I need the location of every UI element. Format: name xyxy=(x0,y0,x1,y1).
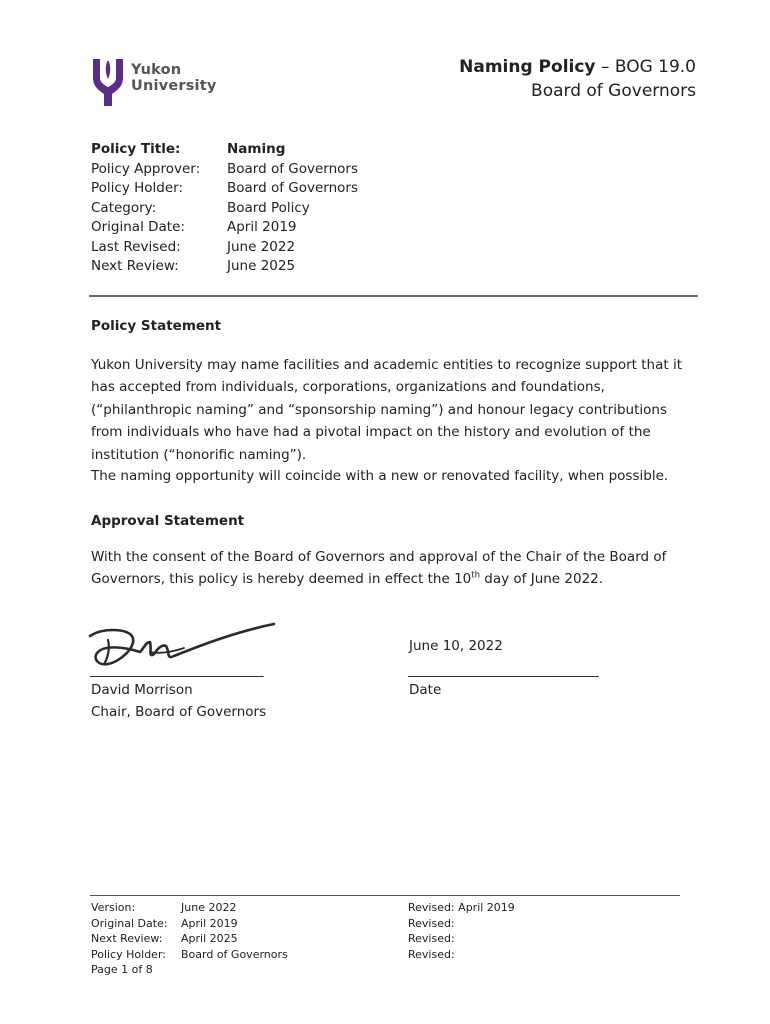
meta-label: Last Revised: xyxy=(91,238,181,255)
approval-statement-heading: Approval Statement xyxy=(91,513,245,529)
meta-value: June 2025 xyxy=(227,258,296,274)
yukon-university-logo xyxy=(90,56,230,108)
footer-label: Next Review: xyxy=(91,932,163,945)
meta-row-holder xyxy=(91,179,358,199)
footer-revised: Revised: xyxy=(408,932,455,945)
header-subtitle: Board of Governors xyxy=(531,81,696,101)
header-policy-line xyxy=(459,55,696,79)
meta-value: Naming xyxy=(227,141,286,157)
logo-wordmark xyxy=(131,62,217,94)
meta-value: Board of Governors xyxy=(227,180,358,196)
signatory-name: David Morrison xyxy=(91,682,193,698)
policy-statement-heading: Policy Statement xyxy=(91,318,222,334)
footer-revised: Revised: April 2019 xyxy=(408,901,515,914)
signature-line: ______________________________ xyxy=(90,662,263,678)
meta-label: Policy Holder: xyxy=(91,180,184,196)
policy-code: – BOG 19.0 xyxy=(600,57,696,77)
meta-label: Policy Approver: xyxy=(91,160,201,177)
footer-label: Original Date: xyxy=(91,916,168,930)
approval-text-before: With the consent of the Board of Governors and approval of the Chair of the Board of Governors, this policy is hereby deemed in effect the 10 xyxy=(91,549,667,588)
footer-row xyxy=(91,931,568,947)
meta-value: April 2019 xyxy=(227,219,297,235)
meta-value: June 2022 xyxy=(227,238,296,255)
footer-label: Version: xyxy=(91,901,136,914)
meta-row-next-review xyxy=(91,257,358,277)
footer-value: April 2025 xyxy=(181,932,238,945)
logo-line-1: Yukon xyxy=(131,62,182,78)
section-divider xyxy=(89,295,698,297)
footer-value: April 2019 xyxy=(181,916,238,930)
footer-row xyxy=(91,947,568,963)
meta-value: Board of Governors xyxy=(227,160,358,177)
meta-label: Next Review: xyxy=(91,258,179,274)
meta-label: Category: xyxy=(91,199,157,216)
footer-revised: Revised: xyxy=(408,947,455,961)
approval-text-after: day of June 2022. xyxy=(480,571,604,588)
policy-statement-paragraph-2: The naming opportunity will coincide with a new or renovated facility, when possible. xyxy=(91,468,669,484)
footer-value: June 2022 xyxy=(181,901,237,914)
approval-statement-paragraph xyxy=(91,546,691,591)
meta-label: Policy Title: xyxy=(91,141,181,157)
logo-emblem-icon xyxy=(90,56,126,108)
date-line: _________________________________ xyxy=(408,662,598,678)
footer-row xyxy=(91,900,568,916)
meta-row-original-date xyxy=(91,218,358,238)
signature-date: June 10, 2022 xyxy=(409,638,503,654)
footer-row xyxy=(91,916,568,932)
footer-value: Board of Governors xyxy=(181,947,288,961)
signatory-block xyxy=(91,679,266,723)
meta-value: Board Policy xyxy=(227,199,310,216)
page-number: Page 1 of 8 xyxy=(91,963,153,976)
footer-label: Policy Holder: xyxy=(91,947,166,961)
policy-name: Naming Policy xyxy=(459,57,596,77)
logo-line-2: University xyxy=(131,78,217,94)
signatory-role: Chair, Board of Governors xyxy=(91,704,267,720)
policy-metadata xyxy=(91,140,358,277)
meta-row-last-revised xyxy=(91,238,358,258)
footer-revised: Revised: xyxy=(408,916,455,930)
meta-row-approver xyxy=(91,160,358,180)
meta-label: Original Date: xyxy=(91,219,185,235)
approval-superscript: th xyxy=(471,570,480,581)
meta-row-title xyxy=(91,140,358,160)
document-footer xyxy=(91,900,568,978)
footer-divider xyxy=(90,895,680,896)
date-label: Date xyxy=(409,682,442,698)
policy-statement-paragraph-1: Yukon University may name facilities and academic entities to recognize support that it has accepted from individuals, corporations, organizations and foundations, (“philanthropic naming” and “sponsorship naming”) and honour legacy contributions from individuals who have had a pivotal impact on the history and evolution of the institution (“honorific naming”). xyxy=(91,357,682,463)
meta-row-category xyxy=(91,199,358,219)
document-header xyxy=(459,55,696,103)
